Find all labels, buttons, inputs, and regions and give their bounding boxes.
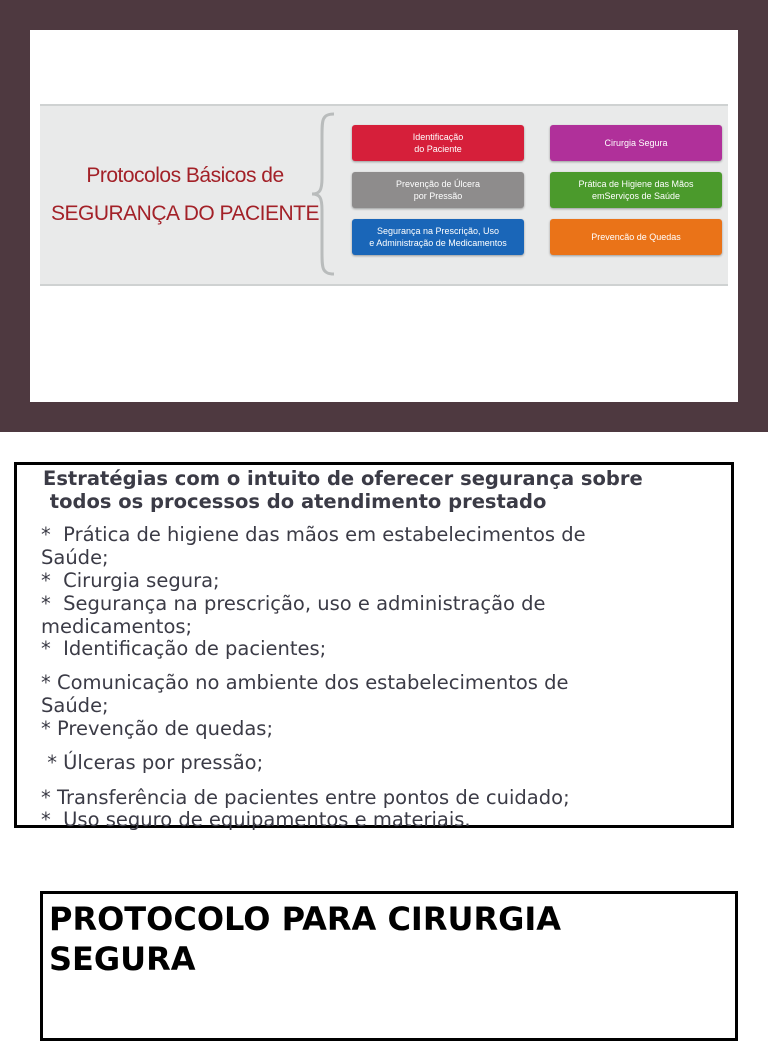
slide-frame [0, 0, 768, 432]
protocol-label: Cirurgia Segura [604, 138, 668, 148]
banner-title-line1: Protocolos Básicos de [86, 164, 284, 187]
list-item: * Prevenção de quedas; [41, 717, 274, 740]
list-item: * Transferência de pacientes entre pontos de cuidado; [41, 786, 570, 809]
protocols-banner [40, 104, 728, 286]
protocol-section-box [40, 891, 738, 1041]
list-item: * Uso seguro de equipamentos e materiais. [41, 808, 471, 831]
curly-brace-icon [308, 112, 338, 276]
strategies-box [14, 462, 734, 831]
list-item: * Cirurgia segura; [41, 569, 220, 592]
protocol-button-ulcera [352, 172, 524, 208]
protocol-button-medicamentos [352, 219, 524, 255]
list-item: * Segurança na prescrição, uso e administração de medicamentos; [41, 592, 546, 638]
protocol-button-identificacao [352, 125, 524, 161]
protocol-label: Prevencão de Quedas [591, 232, 681, 242]
protocol-label: Prática de Higiene das Mãos emServiços de Saúde [578, 179, 694, 201]
protocol-section-title: PROTOCOLO PARA CIRURGIA SEGURA [49, 900, 562, 978]
protocol-label: Prevenção de Úlcera por Pressão [395, 179, 481, 201]
list-item: * Prática de higiene das mãos em estabelecimentos de Saúde; [41, 523, 586, 569]
protocol-label: Identificação do Paciente [412, 132, 464, 154]
protocol-button-higiene [550, 172, 722, 208]
protocol-button-quedas [550, 219, 722, 255]
list-item: * Comunicação no ambiente dos estabelecimentos de Saúde; [41, 671, 569, 717]
slide-image [30, 30, 738, 402]
list-item: * Úlceras por pressão; [41, 751, 264, 774]
list-item: * Identificação de pacientes; [41, 637, 327, 660]
protocol-label: Segurança na Prescrição, Uso e Administração de Medicamentos [369, 226, 507, 248]
protocol-button-cirurgia [550, 125, 722, 161]
banner-title-line2: SEGURANÇA DO PACIENTE [51, 202, 319, 225]
strategies-heading: Estratégias com o intuito de oferecer segurança sobre todos os processos do atendimento prestado [43, 467, 643, 513]
